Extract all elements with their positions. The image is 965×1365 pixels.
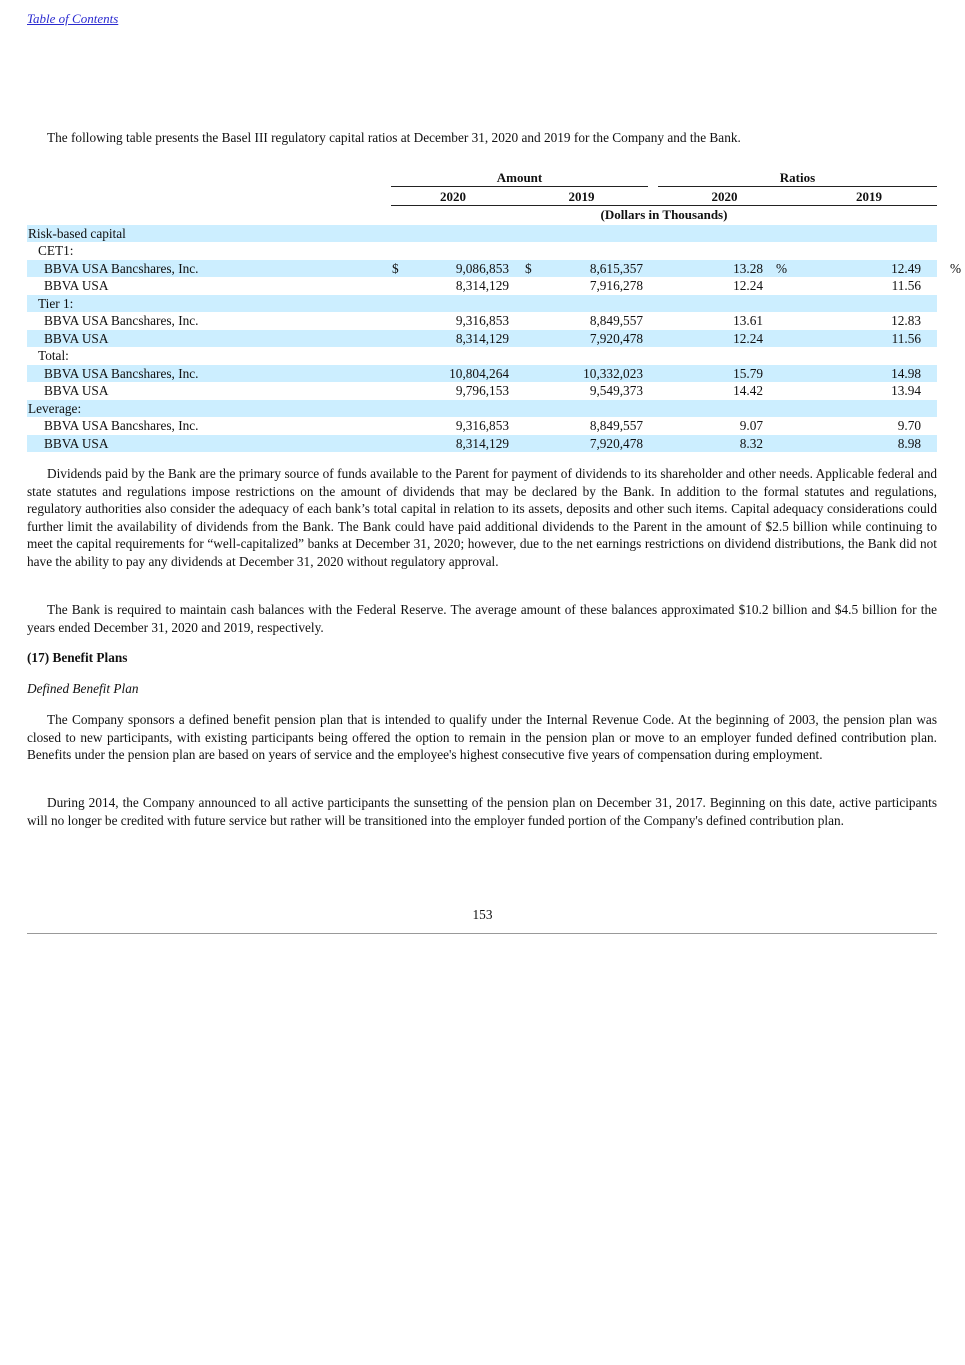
percent-sign: % (776, 260, 788, 276)
ratio-2019: 8.98 (897, 435, 921, 451)
amount-2020: 9,086,853 (455, 260, 509, 276)
percent-sign: % (950, 260, 962, 276)
header-ratio-2019: 2019 (801, 189, 937, 206)
row-label: BBVA USA Bancshares, Inc. (44, 260, 199, 276)
row-label: Leverage: (28, 400, 82, 416)
ratio-2019: 12.83 (891, 313, 921, 328)
row-label: BBVA USA Bancshares, Inc. (44, 418, 199, 433)
amount-2019: 8,849,557 (589, 418, 643, 433)
amount-2020: 8,314,129 (455, 278, 509, 293)
ratio-2020: 12.24 (733, 330, 763, 346)
page-divider (27, 933, 937, 934)
row-label: BBVA USA Bancshares, Inc. (44, 365, 199, 381)
section-subheading: Defined Benefit Plan (27, 681, 139, 696)
amount-2020: 9,316,853 (455, 418, 509, 433)
header-units: (Dollars in Thousands) (600, 207, 728, 222)
table-row (27, 382, 937, 400)
table-row (27, 242, 937, 260)
table-row (27, 277, 937, 295)
table-row (27, 365, 937, 383)
ratio-2020: 12.24 (733, 278, 763, 293)
ratio-2020: 14.42 (733, 383, 763, 398)
amount-2019: 7,920,478 (589, 435, 643, 451)
header-amount-2020: 2020 (391, 189, 515, 206)
amount-2020: 8,314,129 (455, 330, 509, 346)
amount-2019: 8,615,357 (589, 260, 643, 276)
row-label: BBVA USA (44, 435, 109, 451)
ratio-2020: 13.61 (733, 313, 763, 328)
table-of-contents-link[interactable]: Table of Contents (27, 11, 119, 26)
amount-2020: 9,316,853 (455, 313, 509, 328)
federal-reserve-paragraph: The Bank is required to maintain cash balances with the Federal Reserve. The average amount of these balances approximated $10.2 billion and $4.5 billion for the years ended December 31, 2020 and 2019, respectively. (27, 602, 937, 635)
table-row (27, 400, 937, 418)
dividends-paragraph: Dividends paid by the Bank are the primary source of funds available to the Parent for payment of dividends to its shareholder and other needs. Applicable federal and state statutes and regulations impose restrictions on the amount of dividends that may be declared by the Bank. In addition to the formal statutes and regulations, regulatory authorities also consider the adequacy of each bank’s total capital in relation to its assets, deposits and other such items. Capital adequacy considerations could further limit the availability of dividends from the Bank. The Bank could have paid additional dividends to the Parent in the amount of $2.5 billion while continuing to meet the capital requirements for “well-capitalized” banks at December 31, 2020; however, due to the net earnings restrictions on dividend distributions, the Bank did not have the ability to pay any dividends at December 31, 2020 without regulatory approval. (27, 466, 937, 569)
row-label: Risk-based capital (28, 225, 126, 241)
amount-2019: 10,332,023 (583, 365, 643, 381)
table-row (27, 347, 937, 365)
table-row (27, 295, 937, 313)
row-label: CET1: (38, 243, 74, 258)
row-label: Tier 1: (38, 295, 74, 311)
amount-2019: 7,920,478 (589, 330, 643, 346)
header-amount-2019: 2019 (515, 189, 648, 206)
header-amount: Amount (391, 170, 648, 187)
intro-paragraph: The following table presents the Basel III regulatory capital ratios at December 31, 2020 and 2019 for the Company and the Bank. (47, 130, 741, 145)
amount-2019: 8,849,557 (589, 313, 643, 328)
ratio-2019: 11.56 (891, 330, 921, 346)
ratio-2020: 8.32 (739, 435, 763, 451)
table-row (27, 260, 962, 278)
header-ratio-2020: 2020 (648, 189, 801, 206)
dollar-sign: $ (525, 260, 532, 276)
amount-2019: 7,916,278 (589, 278, 643, 293)
capital-ratios-table (27, 170, 962, 452)
table-row (27, 225, 937, 243)
row-label: Total: (38, 348, 69, 363)
header-ratios: Ratios (658, 170, 937, 187)
ratio-2019: 14.98 (891, 365, 921, 381)
ratio-2019: 11.56 (891, 278, 921, 293)
table-row (27, 435, 937, 453)
ratio-2019: 13.94 (891, 383, 921, 398)
ratio-2020: 9.07 (739, 418, 763, 433)
ratio-2020: 15.79 (733, 365, 763, 381)
row-label: BBVA USA (44, 330, 109, 346)
ratio-2020: 13.28 (733, 260, 763, 276)
pension-paragraph-1: The Company sponsors a defined benefit pension plan that is intended to qualify under the Internal Revenue Code. At the beginning of 2003, the pension plan was closed to new participants, with existing participants being offered the option to remain in the pension plan or move to an employer funded defined contribution plan. Benefits under the pension plan are based on years of service and the employee's highest consecutive five years of compensation during employment. (27, 712, 937, 762)
ratio-2019: 9.70 (897, 418, 921, 433)
pension-paragraph-2: During 2014, the Company announced to all active participants the sunsetting of the pension plan on December 31, 2017. Beginning on this date, active participants will no longer be credited with future service but rather will be transitioned into the employer funded portion of the Company's defined contribution plan. (27, 795, 937, 828)
amount-2020: 8,314,129 (455, 435, 509, 451)
row-label: BBVA USA (44, 278, 109, 293)
page-number: 153 (472, 907, 493, 922)
amount-2020: 10,804,264 (449, 365, 509, 381)
row-label: BBVA USA (44, 383, 109, 398)
amount-2020: 9,796,153 (455, 383, 509, 398)
row-label: BBVA USA Bancshares, Inc. (44, 313, 199, 328)
table-row (27, 417, 937, 435)
table-row (27, 330, 937, 348)
ratio-2019: 12.49 (891, 260, 921, 276)
dollar-sign: $ (392, 260, 399, 276)
table-row (27, 312, 937, 330)
amount-2019: 9,549,373 (589, 383, 643, 398)
section-heading: (17) Benefit Plans (27, 650, 128, 665)
